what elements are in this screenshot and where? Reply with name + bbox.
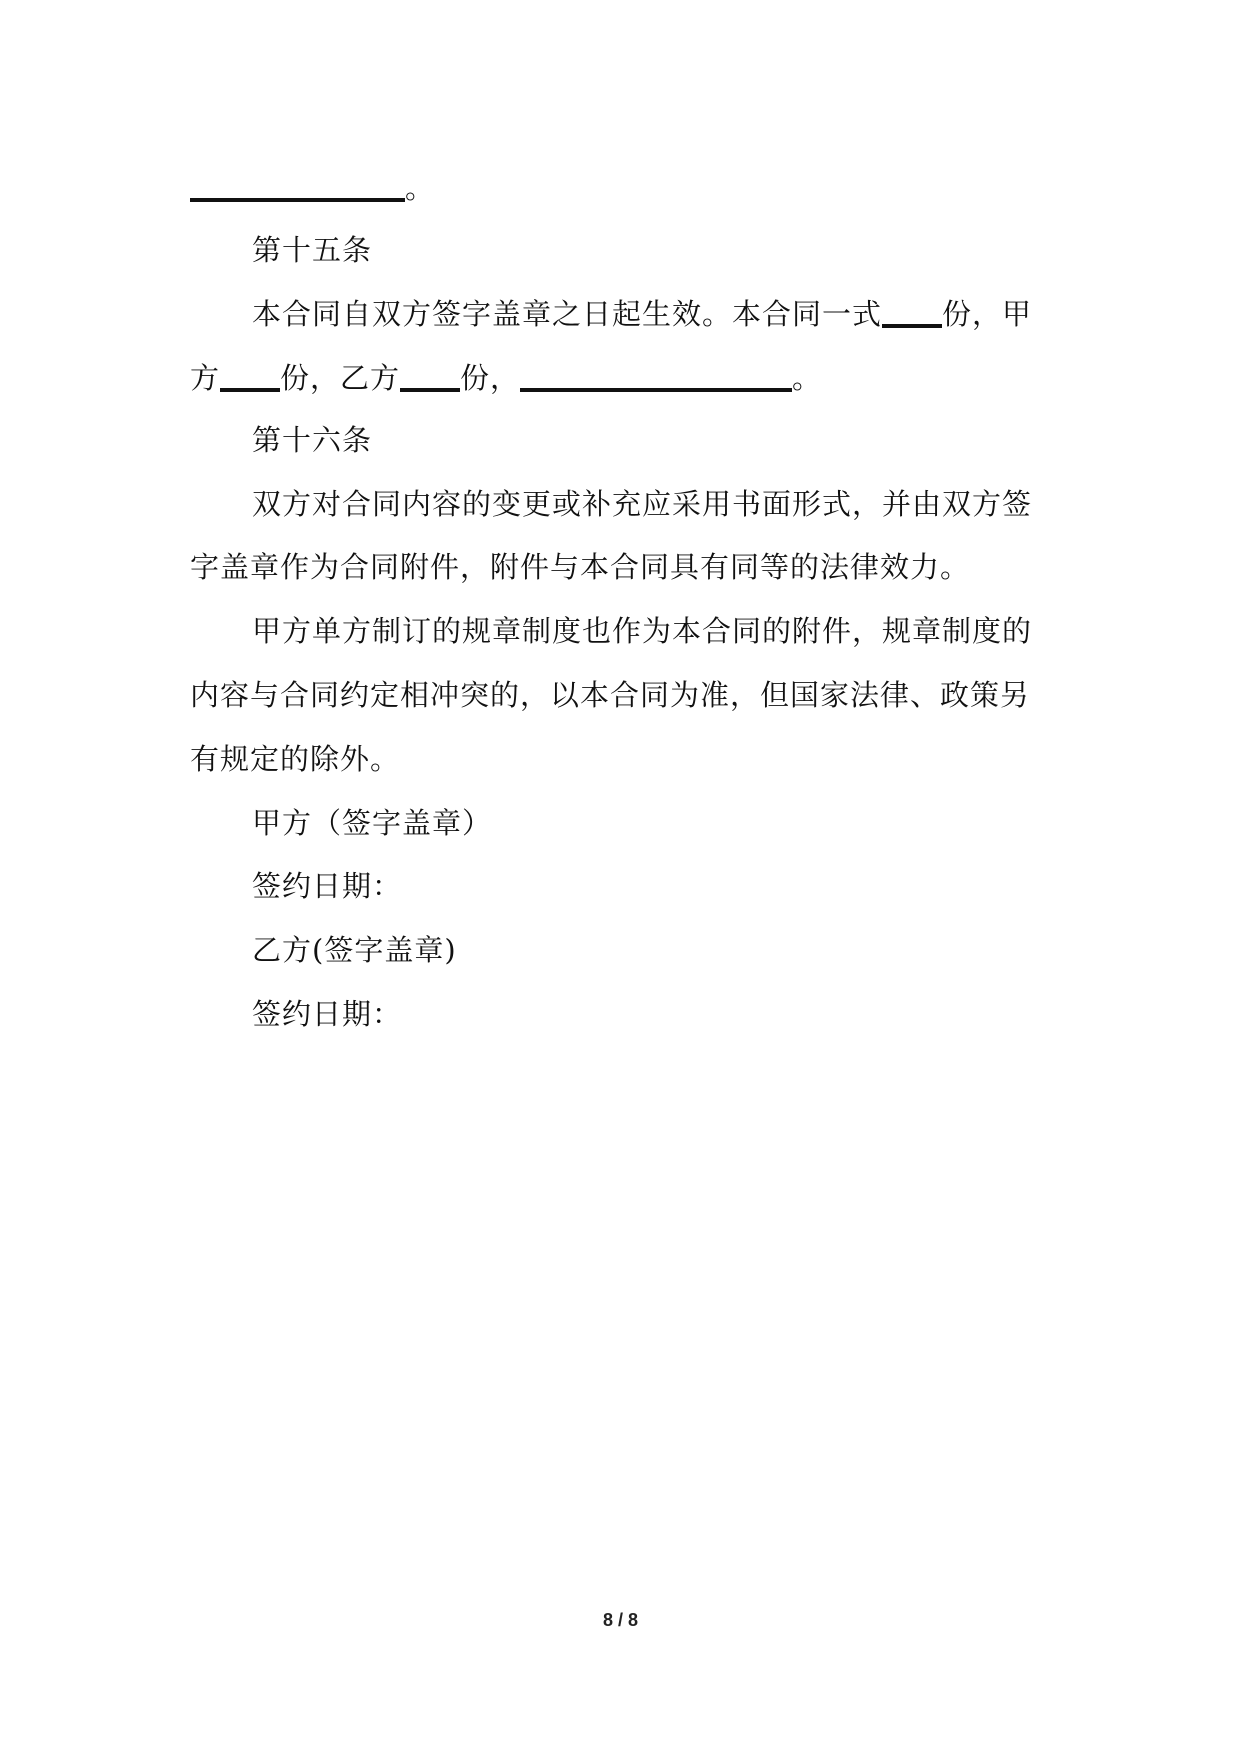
text-segment: 本合同自双方签字盖章之日起生效。本合同一式 [252, 297, 883, 331]
fill-in-blank [400, 387, 460, 388]
text-segment: 份，乙方 [280, 361, 401, 395]
text-segment: 份，甲 [942, 297, 1033, 331]
article-16-paragraph-1-line-1: 双方对合同内容的变更或补充应采用书面形式，并由双方签 [252, 487, 1033, 521]
article-16-paragraph-1-line-2: 字盖章作为合同附件，附件与本合同具有同等的法律效力。 [190, 550, 971, 584]
period: 。 [405, 171, 436, 205]
article-16-paragraph-2-line-3: 有规定的除外。 [190, 742, 401, 776]
text-segment: 份， [460, 361, 521, 395]
text-segment: 方 [190, 361, 221, 395]
fill-in-blank [220, 387, 280, 388]
party-a-date-label: 签约日期： [252, 869, 403, 903]
article-16-heading: 第十六条 [252, 423, 373, 457]
party-b-signature-label: 乙方(签字盖章) [252, 933, 457, 967]
fill-in-blank [520, 387, 792, 388]
continuation-line [190, 168, 435, 208]
article-16-paragraph-2-line-2: 内容与合同约定相冲突的，以本合同为准，但国家法律、政策另 [190, 678, 1031, 712]
party-b-date-label: 签约日期： [252, 997, 403, 1031]
fill-in-blank [190, 197, 405, 198]
text-segment: 。 [792, 361, 823, 395]
page-number: 8 / 8 [602, 1610, 639, 1630]
article-15-paragraph-line-2 [190, 358, 822, 398]
article-16-paragraph-2-line-1: 甲方单方制订的规章制度也作为本合同的附件，规章制度的 [252, 614, 1033, 648]
party-a-signature-label: 甲方（签字盖章） [252, 806, 493, 840]
fill-in-blank [882, 323, 942, 324]
article-15-heading: 第十五条 [252, 233, 373, 267]
article-15-paragraph-line-1 [252, 294, 1032, 334]
